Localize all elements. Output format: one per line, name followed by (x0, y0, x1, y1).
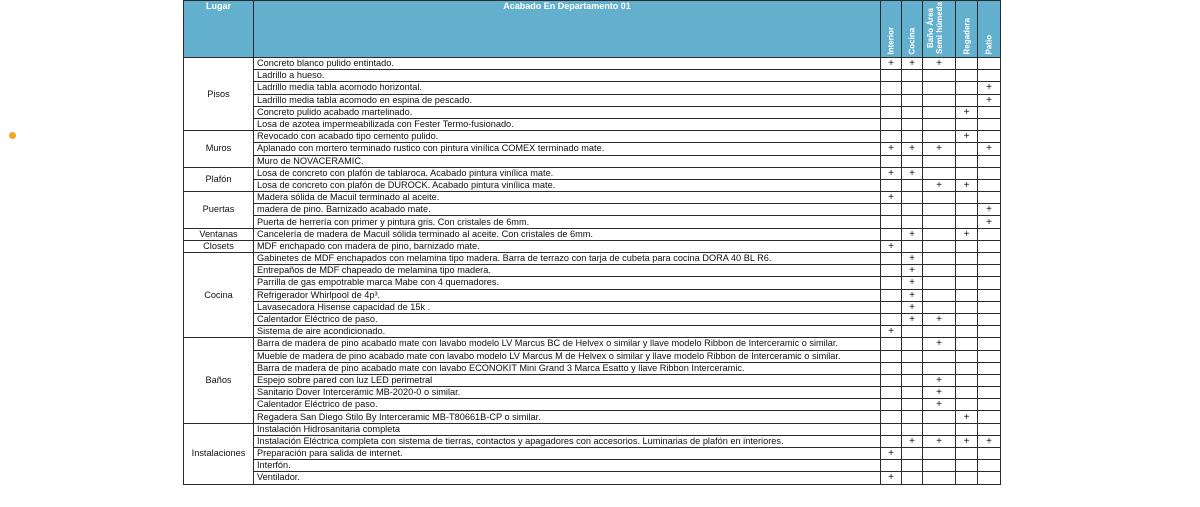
mark-cell (923, 94, 956, 106)
description-cell: Ladrillo a hueso. (254, 70, 881, 82)
description-cell: Espejo sobre pared con luz LED perimetral (254, 374, 881, 386)
table-row (184, 253, 1001, 265)
mark-cell (881, 301, 902, 313)
mark-cell: + (923, 58, 956, 70)
description-cell: Aplanado con mortero terminado rustico con pintura vinílica COMEX terminado mate. (254, 143, 881, 155)
mark-cell (902, 70, 923, 82)
mark-cell (923, 265, 956, 277)
description-cell: Ventilador. (254, 472, 881, 484)
mark-cell (978, 70, 1001, 82)
mark-cell (956, 240, 978, 252)
description-cell: Sanitario Dover Intercerámic MB-2020-0 o similar. (254, 387, 881, 399)
description-cell: madera de pino. Barnizado acabado mate. (254, 204, 881, 216)
header-col-interior (881, 1, 902, 58)
mark-cell (978, 118, 1001, 130)
mark-cell (902, 204, 923, 216)
mark-cell (881, 106, 902, 118)
mark-cell (956, 289, 978, 301)
table-row (184, 82, 1001, 94)
mark-cell: + (902, 265, 923, 277)
description-cell: Losa de concreto con plafón de DUROCK. Acabado pintura vinílica mate. (254, 179, 881, 191)
category-cell: Plafón (184, 167, 254, 191)
mark-cell (978, 411, 1001, 423)
description-cell: Instalación Eléctrica completa con sistema de tierras, contactos y apagadores con accesorios. Luminarias de plafón en interiores. (254, 435, 881, 447)
mark-cell (978, 167, 1001, 179)
mark-cell: + (881, 192, 902, 204)
mark-cell (923, 411, 956, 423)
mark-cell (978, 350, 1001, 362)
category-cell: Muros (184, 131, 254, 168)
mark-cell: + (923, 143, 956, 155)
description-cell: Muro de NOVACERAMIC. (254, 155, 881, 167)
table-row (184, 179, 1001, 191)
header-col-label: Regadera (962, 17, 971, 54)
mark-cell: + (956, 435, 978, 447)
mark-cell (956, 58, 978, 70)
mark-cell (956, 313, 978, 325)
description-cell: Barra de madera de pino acabado mate con lavabo ECONOKIT Mini Grand 3 Marca Esatto y llave Ribbon Interceramic. (254, 362, 881, 374)
category-cell: Pisos (184, 58, 254, 131)
table-row (184, 204, 1001, 216)
mark-cell (923, 192, 956, 204)
mark-cell (881, 399, 902, 411)
mark-cell (923, 460, 956, 472)
mark-cell (956, 94, 978, 106)
table-header-row (184, 1, 1001, 58)
mark-cell: + (881, 240, 902, 252)
mark-cell: + (956, 228, 978, 240)
mark-cell (956, 216, 978, 228)
mark-cell: + (902, 277, 923, 289)
table-row (184, 58, 1001, 70)
mark-cell (978, 362, 1001, 374)
mark-cell (881, 387, 902, 399)
table-row (184, 313, 1001, 325)
category-cell: Instalaciones (184, 423, 254, 484)
header-col-label: Baño Área Semi húmeda (926, 1, 944, 54)
table-row (184, 374, 1001, 386)
mark-cell (956, 326, 978, 338)
header-col-label: Interior (886, 26, 896, 54)
mark-cell (902, 387, 923, 399)
mark-cell (881, 362, 902, 374)
mark-cell (881, 204, 902, 216)
mark-cell (923, 326, 956, 338)
mark-cell (956, 82, 978, 94)
description-cell: Interfón. (254, 460, 881, 472)
mark-cell (956, 423, 978, 435)
table-row (184, 155, 1001, 167)
mark-cell: + (881, 326, 902, 338)
mark-cell: + (881, 448, 902, 460)
table-row (184, 350, 1001, 362)
mark-cell: + (902, 435, 923, 447)
table-row (184, 106, 1001, 118)
mark-cell (902, 411, 923, 423)
table-row (184, 435, 1001, 447)
description-cell: Madera sólida de Macuil terminado al aceite. (254, 192, 881, 204)
mark-cell (923, 448, 956, 460)
table-row (184, 460, 1001, 472)
mark-cell (956, 167, 978, 179)
mark-cell: + (902, 301, 923, 313)
mark-cell (881, 70, 902, 82)
mark-cell (978, 448, 1001, 460)
description-cell: MDF enchapado con madera de pino, barnizado mate. (254, 240, 881, 252)
category-cell: Baños (184, 338, 254, 423)
mark-cell (978, 289, 1001, 301)
table-row (184, 362, 1001, 374)
mark-cell (956, 204, 978, 216)
mark-cell (923, 155, 956, 167)
mark-cell (956, 155, 978, 167)
mark-cell (978, 131, 1001, 143)
mark-cell (923, 204, 956, 216)
decorative-dot (9, 132, 16, 139)
mark-cell (881, 253, 902, 265)
mark-cell (923, 423, 956, 435)
mark-cell (978, 472, 1001, 484)
mark-cell (978, 313, 1001, 325)
mark-cell (902, 240, 923, 252)
description-cell: Puerta de herrería con primer y pintura gris. Con cristales de 6mm. (254, 216, 881, 228)
mark-cell (978, 399, 1001, 411)
mark-cell (902, 118, 923, 130)
mark-cell (923, 106, 956, 118)
mark-cell (881, 350, 902, 362)
table-row (184, 228, 1001, 240)
mark-cell (956, 192, 978, 204)
description-cell: Calentador Eléctrico de paso. (254, 399, 881, 411)
category-cell: Closets (184, 240, 254, 252)
description-cell: Preparación para salida de internet. (254, 448, 881, 460)
mark-cell (978, 460, 1001, 472)
table-row (184, 131, 1001, 143)
description-cell: Lavasecadora Hisense capacidad de 15k . (254, 301, 881, 313)
mark-cell: + (902, 253, 923, 265)
mark-cell (881, 216, 902, 228)
table-row (184, 277, 1001, 289)
mark-cell (923, 82, 956, 94)
mark-cell (956, 350, 978, 362)
table-row (184, 216, 1001, 228)
mark-cell (978, 265, 1001, 277)
description-cell: Losa de azotea impermeabilizada con Fester Termo-fusionado. (254, 118, 881, 130)
category-cell: Ventanas (184, 228, 254, 240)
table-row (184, 118, 1001, 130)
mark-cell (881, 423, 902, 435)
table-row (184, 192, 1001, 204)
header-lugar: Lugar (184, 1, 254, 58)
mark-cell (923, 362, 956, 374)
mark-cell (978, 192, 1001, 204)
mark-cell (881, 228, 902, 240)
mark-cell (956, 143, 978, 155)
mark-cell (978, 326, 1001, 338)
mark-cell (881, 118, 902, 130)
description-cell: Gabinetes de MDF enchapados con melamina tipo madera. Barra de terrazo con tarja de cubeta para cocina DORA 40 BL R6. (254, 253, 881, 265)
mark-cell (956, 277, 978, 289)
table-row (184, 326, 1001, 338)
mark-cell (956, 118, 978, 130)
mark-cell (978, 106, 1001, 118)
mark-cell (902, 216, 923, 228)
description-cell: Entrepaños de MDF chapeado de melamina tipo madera. (254, 265, 881, 277)
mark-cell (978, 338, 1001, 350)
header-col-cocina (902, 1, 923, 58)
mark-cell (923, 253, 956, 265)
mark-cell (902, 448, 923, 460)
mark-cell: + (902, 167, 923, 179)
table-row (184, 387, 1001, 399)
mark-cell (956, 253, 978, 265)
mark-cell: + (881, 143, 902, 155)
description-cell: Sistema de aire acondicionado. (254, 326, 881, 338)
mark-cell: + (978, 94, 1001, 106)
mark-cell (956, 338, 978, 350)
mark-cell: + (923, 313, 956, 325)
mark-cell: + (978, 143, 1001, 155)
mark-cell (923, 228, 956, 240)
table-row (184, 338, 1001, 350)
mark-cell: + (923, 374, 956, 386)
mark-cell (902, 82, 923, 94)
mark-cell (881, 338, 902, 350)
mark-cell (923, 118, 956, 130)
mark-cell: + (956, 179, 978, 191)
header-col-label: Patio (984, 34, 994, 54)
mark-cell (978, 253, 1001, 265)
mark-cell: + (956, 411, 978, 423)
mark-cell (956, 460, 978, 472)
mark-cell (978, 277, 1001, 289)
mark-cell (923, 350, 956, 362)
mark-cell (956, 362, 978, 374)
mark-cell (923, 472, 956, 484)
mark-cell (902, 155, 923, 167)
mark-cell: + (902, 313, 923, 325)
mark-cell (923, 167, 956, 179)
description-cell: Ladrillo media tabla acomodo horizontal. (254, 82, 881, 94)
table-body (184, 58, 1001, 485)
mark-cell (881, 131, 902, 143)
header-acabado: Acabado En Departamento 01 (254, 1, 881, 58)
description-cell: Concreto pulido acabado martelinado. (254, 106, 881, 118)
mark-cell (978, 374, 1001, 386)
mark-cell (881, 82, 902, 94)
table-row (184, 265, 1001, 277)
mark-cell: + (881, 472, 902, 484)
mark-cell (881, 94, 902, 106)
table-row (184, 70, 1001, 82)
mark-cell (956, 399, 978, 411)
mark-cell (978, 228, 1001, 240)
description-cell: Mueble de madera de pino acabado mate con lavabo modelo LV Marcus M de Helvex o similar y llave modelo Ribbon de Interceramic o similar. (254, 350, 881, 362)
description-cell: Calentador Eléctrico de paso. (254, 313, 881, 325)
mark-cell: + (923, 387, 956, 399)
mark-cell (902, 338, 923, 350)
mark-cell (923, 301, 956, 313)
category-cell: Cocina (184, 253, 254, 338)
header-col-label: Cocina (907, 27, 917, 54)
mark-cell (978, 423, 1001, 435)
table-row (184, 94, 1001, 106)
mark-cell (902, 472, 923, 484)
mark-cell (956, 265, 978, 277)
mark-cell: + (978, 435, 1001, 447)
description-cell: Concreto blanco pulido entintado. (254, 58, 881, 70)
mark-cell (923, 277, 956, 289)
mark-cell (902, 460, 923, 472)
mark-cell: + (902, 289, 923, 301)
mark-cell (956, 70, 978, 82)
table-row (184, 472, 1001, 484)
mark-cell (923, 289, 956, 301)
mark-cell (881, 374, 902, 386)
description-cell: Instalación Hidrosanitaria completa (254, 423, 881, 435)
mark-cell (902, 399, 923, 411)
mark-cell (923, 240, 956, 252)
mark-cell (902, 423, 923, 435)
mark-cell (923, 131, 956, 143)
table-row (184, 143, 1001, 155)
description-cell: Barra de madera de pino acabado mate con lavabo modelo LV Marcus BC de Helvex o similar y llave modelo Ribbon de Interceramic o similar. (254, 338, 881, 350)
mark-cell (902, 362, 923, 374)
mark-cell (902, 192, 923, 204)
mark-cell (902, 326, 923, 338)
mark-cell (902, 106, 923, 118)
mark-cell (902, 94, 923, 106)
table-row (184, 448, 1001, 460)
description-cell: Losa de concreto con plafón de tablaroca. Acabado pintura vinílica mate. (254, 167, 881, 179)
header-col-patio (978, 1, 1001, 58)
mark-cell (902, 350, 923, 362)
mark-cell: + (978, 204, 1001, 216)
mark-cell: + (978, 216, 1001, 228)
mark-cell (923, 70, 956, 82)
mark-cell (881, 277, 902, 289)
table-row (184, 240, 1001, 252)
mark-cell (956, 301, 978, 313)
description-cell: Ladrillo media tabla acomodo en espina de pescado. (254, 94, 881, 106)
mark-cell (881, 265, 902, 277)
description-cell: Cancelería de madera de Macuil sólida terminado al aceite. Con cristales de 6mm. (254, 228, 881, 240)
table-row (184, 411, 1001, 423)
table-row (184, 289, 1001, 301)
mark-cell: + (923, 399, 956, 411)
mark-cell (881, 313, 902, 325)
mark-cell: + (881, 58, 902, 70)
description-cell: Regadera San Diego Stilo By Interceramic MB-T80661B-CP o similar. (254, 411, 881, 423)
table-row (184, 423, 1001, 435)
mark-cell (978, 387, 1001, 399)
mark-cell (956, 374, 978, 386)
table-row (184, 301, 1001, 313)
mark-cell (902, 374, 923, 386)
mark-cell: + (923, 179, 956, 191)
mark-cell (978, 240, 1001, 252)
mark-cell: + (978, 82, 1001, 94)
mark-cell (902, 131, 923, 143)
description-cell: Revocado con acabado tipo cemento pulido. (254, 131, 881, 143)
mark-cell: + (902, 58, 923, 70)
mark-cell (978, 179, 1001, 191)
mark-cell (978, 301, 1001, 313)
mark-cell (881, 411, 902, 423)
mark-cell: + (956, 131, 978, 143)
mark-cell: + (956, 106, 978, 118)
mark-cell: + (902, 228, 923, 240)
mark-cell: + (923, 435, 956, 447)
category-cell: Puertas (184, 192, 254, 229)
mark-cell (956, 448, 978, 460)
mark-cell: + (902, 143, 923, 155)
header-col-regadera (956, 1, 978, 58)
mark-cell (978, 155, 1001, 167)
mark-cell (881, 435, 902, 447)
description-cell: Refrigerador Whirlpool de 4p³. (254, 289, 881, 301)
mark-cell (881, 155, 902, 167)
mark-cell: + (923, 338, 956, 350)
mark-cell (956, 387, 978, 399)
mark-cell (902, 179, 923, 191)
mark-cell (881, 460, 902, 472)
mark-cell: + (881, 167, 902, 179)
mark-cell (978, 58, 1001, 70)
mark-cell (923, 216, 956, 228)
mark-cell (956, 472, 978, 484)
mark-cell (881, 179, 902, 191)
table-row (184, 167, 1001, 179)
table-row (184, 399, 1001, 411)
mark-cell (881, 289, 902, 301)
header-col-bano (923, 1, 956, 58)
finishes-table (183, 0, 1001, 485)
description-cell: Parrilla de gas empotrable marca Mabe con 4 quemadores. (254, 277, 881, 289)
